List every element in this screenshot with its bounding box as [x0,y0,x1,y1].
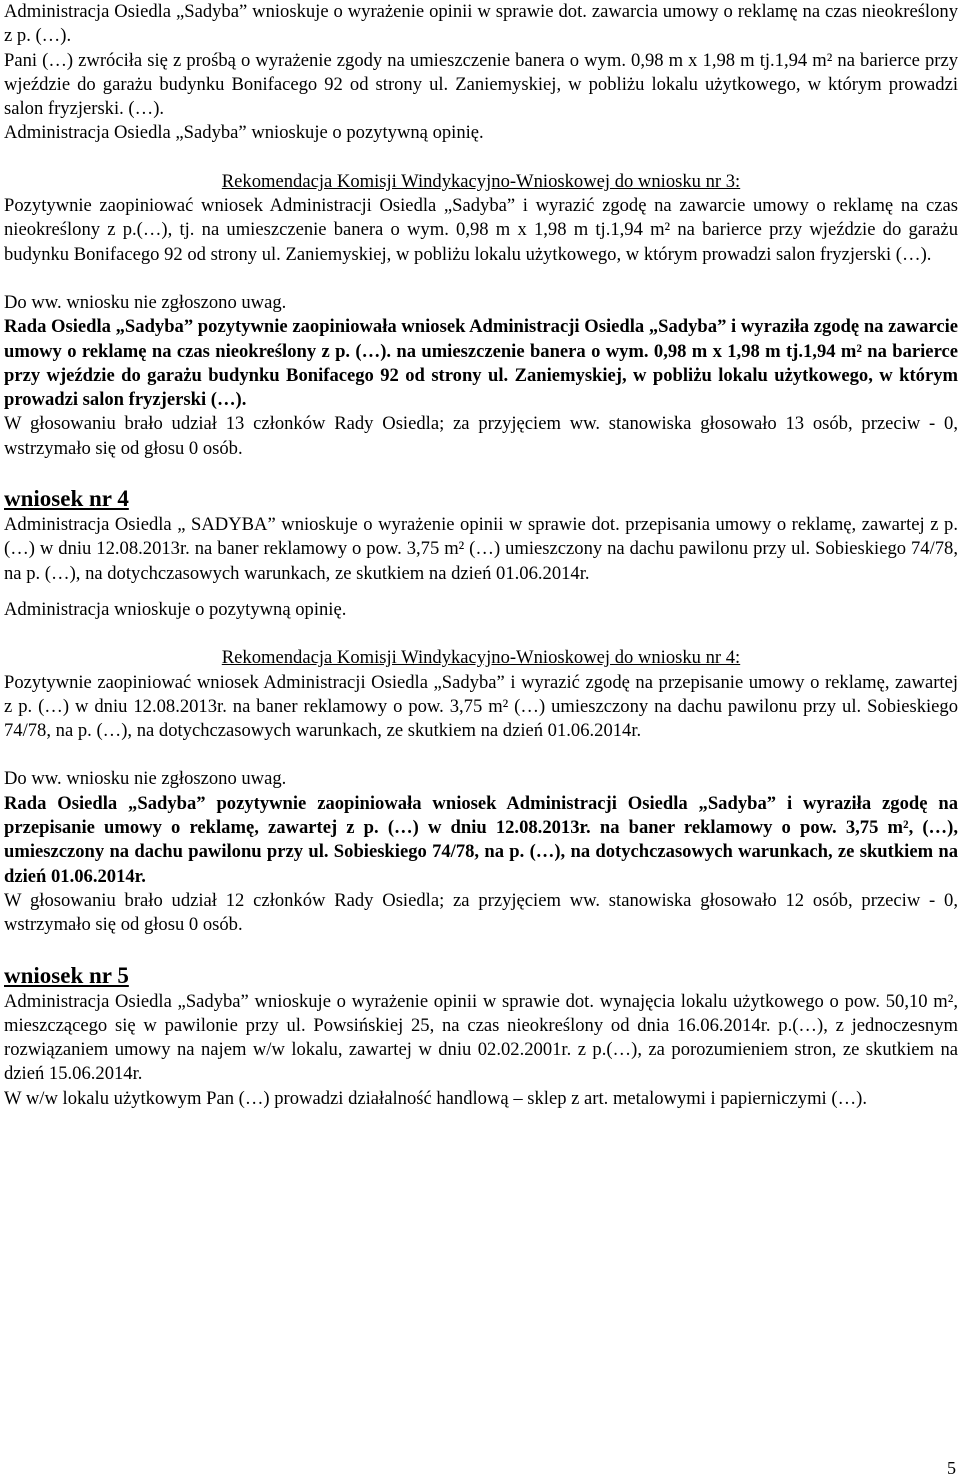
recommendation-4-no-remarks: Do ww. wniosku nie zgłoszono uwag. [4,768,287,790]
request-4-opinion: Administracja wnioskuje o pozytywną opinię. [4,598,347,620]
request-4-text: Administracja Osiedla „ SADYBA” wnioskuje o wyrażenie opinii w sprawie dot. przepisania umowy o reklamę, zawartej z p.(…) w dniu 12.08.2013r. na baner reklamowy o pow. 3,75 m² (…) umieszczony na dachu pawilonu przy ul. Sobieskiego 74/78, na p. (…), na dotychczasowych warunkach, ze skutkiem na dzień 01.06.2014r. [4,514,958,584]
recommendation-3-text: Pozytywnie zaopiniować wniosek Administracji Osiedla „Sadyba” i wyrazić zgodę na zawarcie umowy o reklamę na czas nieokreślony z p.(…), tj. na umieszczenie banera o wym. 0,98 m x 1,98 m tj.1,94 m² na barierce przy wjeździe do garażu budynku Bonifacego 92 od strony ul. Zaniemyskiej, w pobliżu lokalu użytkowego, w którym prowadzi salon fryzjerski (…). [4,195,958,265]
recommendation-4-text: Pozytywnie zaopiniować wniosek Administracji Osiedla „Sadyba” i wyrazić zgodę na przepisanie umowy o reklamę, zawartej z p. (…) w dniu 12.08.2013r. na baner reklamowy o pow. 3,75 m² (…) umieszczony na dachu pawilonu przy ul. Sobieskiego 74/78, na p. (…), na dotychczasowych warunkach, ze skutkiem na dzień 01.06.2014r. [4,671,958,742]
request-5-text: Administracja Osiedla „Sadyba” wnioskuje o wyrażenie opinii w sprawie dot. wynajęcia lokalu użytkowego o pow. 50,10 m², mieszczącego się w pawilonie przy ul. Powsińskiej 25, na czas nieokreślony od dnia 16.06.2014r. p.(…), z jednoczesnym rozwiązaniem umowy na najem w/w lokalu, zawartej w dniu 02.02.2001r. z p.(…), za porozumieniem stron, ze skutkiem na dzień 15.06.2014r. [4,990,958,1085]
recommendation-3-no-remarks: Do ww. wniosku nie zgłoszono uwag. [4,291,287,313]
request-5-text-2: W w/w lokalu użytkowym Pan (…) prowadzi działalność handlową – sklep z art. metalowymi i papierniczymi (…). [4,1087,868,1109]
resolution-3: Rada Osiedla „Sadyba” pozytywnie zaopiniowała wniosek Administracji Osiedla „Sadyba” i wyraziła zgodę na zawarcie umowy o reklamę na czas nieokreślony z p. (…). na umieszczenie banera o wym. 0,98 m x 1,98 m tj.1,94 m² na barierce przy wjeździe do garażu budynku Bonifacego 92 od strony ul. Zaniemyskiej, w pobliżu lokalu użytkowego, w którym prowadzi salon fryzjerski (…). [4,316,958,411]
request-4-title: wniosek nr 4 [4,486,129,512]
intro-paragraph: Administracja Osiedla „Sadyba” wnioskuje o wyrażenie opinii w sprawie dot. zawarcia umowy o reklamę na czas nieokreślony z p. (…). [4,1,958,47]
page-number: 5 [947,1457,956,1478]
vote-4: W głosowaniu brało udział 12 członków Rady Osiedla; za przyjęciem ww. stanowiska głosowało 12 osób, przeciw - 0, wstrzymało się od głosu 0 osób. [4,889,958,936]
admin-opinion: Administracja Osiedla „Sadyba” wnioskuje o pozytywną opinię. [4,122,484,144]
document-page [4,0,958,1111]
recommendation-3-heading: Rekomendacja Komisji Windykacyjno-Wnioskowej do wniosku nr 3: [221,170,741,192]
vote-3: W głosowaniu brało udział 13 członków Rady Osiedla; za przyjęciem ww. stanowiska głosowało 13 osób, przeciw - 0, wstrzymało się od głosu 0 osób. [4,413,958,459]
request-5-title: wniosek nr 5 [4,962,129,988]
recommendation-4-heading: Rekomendacja Komisji Windykacyjno-Wnioskowej do wniosku nr 4: [221,647,741,669]
request-description: Pani (…) zwróciła się z prośbą o wyrażenie zgody na umieszczenie banera o wym. 0,98 m x 1,98 m tj.1,94 m² na barierce przy wjeździe do garażu budynku Bonifacego 92 od strony ul. Zaniemyskiej, w pobliżu lokalu użytkowego, w którym prowadzi salon fryzjerski. (…). [4,49,958,120]
resolution-4: Rada Osiedla „Sadyba” pozytywnie zaopiniowała wniosek Administracji Osiedla „Sadyba” i wyraziła zgodę na przepisanie umowy o reklamę, zawartej z p. (…) w dniu 12.08.2013r. na baner reklamowy o pow. 3,75 m², (…), umieszczony na dachu pawilonu przy ul. Sobieskiego 74/78, na p. (…), na dotychczasowych warunkach, ze skutkiem na dzień 01.06.2014r. [4,792,958,887]
